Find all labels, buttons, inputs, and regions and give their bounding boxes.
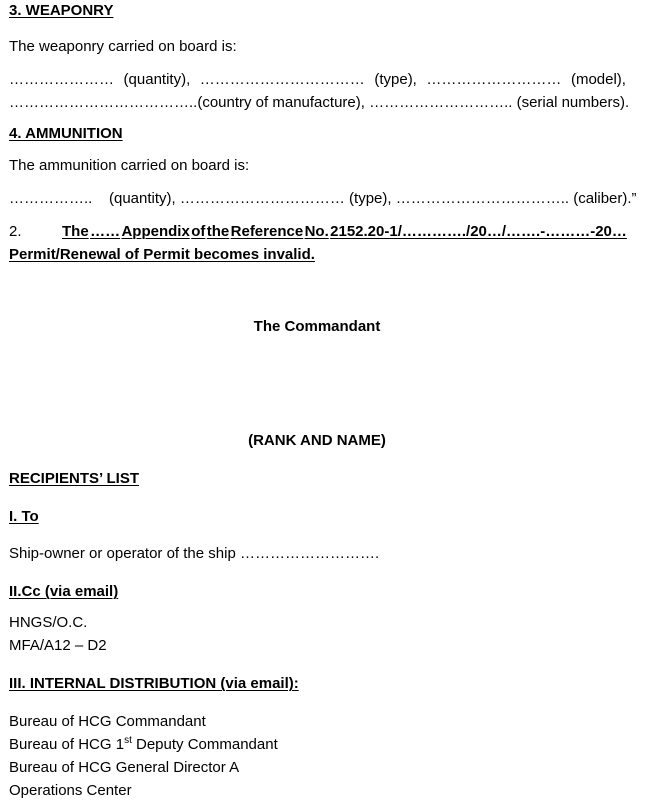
internal-item-text: Bureau of HCG 1 bbox=[9, 736, 125, 753]
quantity-blank: ………………… bbox=[9, 71, 114, 88]
cc-item: HNGS/O.C. bbox=[9, 614, 88, 631]
ordinal-suffix: st bbox=[124, 735, 132, 746]
weaponry-line-2: ………………………………..(country of manufacture), ……………………….. (serial numbers). bbox=[9, 94, 630, 111]
internal-item: Bureau of HCG Commandant bbox=[9, 713, 206, 730]
clause-line-2: Permit/Renewal of Permit becomes invalid. bbox=[9, 246, 315, 263]
clause-word: No. bbox=[304, 223, 329, 240]
internal-item-text: Deputy Commandant bbox=[131, 736, 278, 753]
reference-number: 2152.20-1/…………./20…/…….-………-20… bbox=[330, 223, 627, 240]
clause-word: the bbox=[206, 223, 230, 240]
ammunition-heading: 4. AMMUNITION bbox=[9, 125, 123, 142]
to-heading: I. To bbox=[9, 508, 39, 525]
clause-word: of bbox=[191, 223, 206, 240]
model-blank: ……………………… bbox=[426, 71, 562, 88]
type-blank: …………………………… bbox=[199, 71, 365, 88]
rank-and-name: (RANK AND NAME) bbox=[248, 432, 386, 449]
signatory-title: The Commandant bbox=[253, 318, 381, 335]
clause-word: Reference bbox=[230, 223, 304, 240]
internal-item: Operations Center bbox=[9, 782, 132, 799]
clause-word: Appendix bbox=[121, 223, 190, 240]
to-recipient: Ship-owner or operator of the ship ………………………. bbox=[9, 545, 380, 562]
internal-item bbox=[9, 735, 278, 755]
internal-item: Bureau of HCG General Director A bbox=[9, 759, 240, 776]
clause-number: 2. bbox=[9, 223, 22, 240]
model-label: (model), bbox=[570, 71, 626, 88]
cc-heading: II.Cc (via email) bbox=[9, 583, 119, 600]
quantity-label: (quantity), bbox=[123, 71, 191, 88]
ammunition-line-1: …………….. (quantity), …………………………… (type), …………………………….. (caliber).” bbox=[9, 190, 637, 207]
cc-item: MFA/A12 – D2 bbox=[9, 637, 107, 654]
weaponry-line-1 bbox=[9, 70, 626, 90]
weaponry-intro: The weaponry carried on board is: bbox=[9, 38, 237, 55]
recipients-heading: RECIPIENTS’ LIST bbox=[9, 470, 140, 487]
type-label: (type), bbox=[374, 71, 417, 88]
clause-word: The bbox=[62, 223, 89, 240]
internal-heading: III. INTERNAL DISTRIBUTION (via email): bbox=[9, 675, 299, 692]
clause-word: …… bbox=[90, 223, 121, 240]
weaponry-heading: 3. WEAPONRY bbox=[9, 2, 114, 19]
ammunition-intro: The ammunition carried on board is: bbox=[9, 157, 250, 174]
clause-line-1 bbox=[62, 222, 627, 242]
